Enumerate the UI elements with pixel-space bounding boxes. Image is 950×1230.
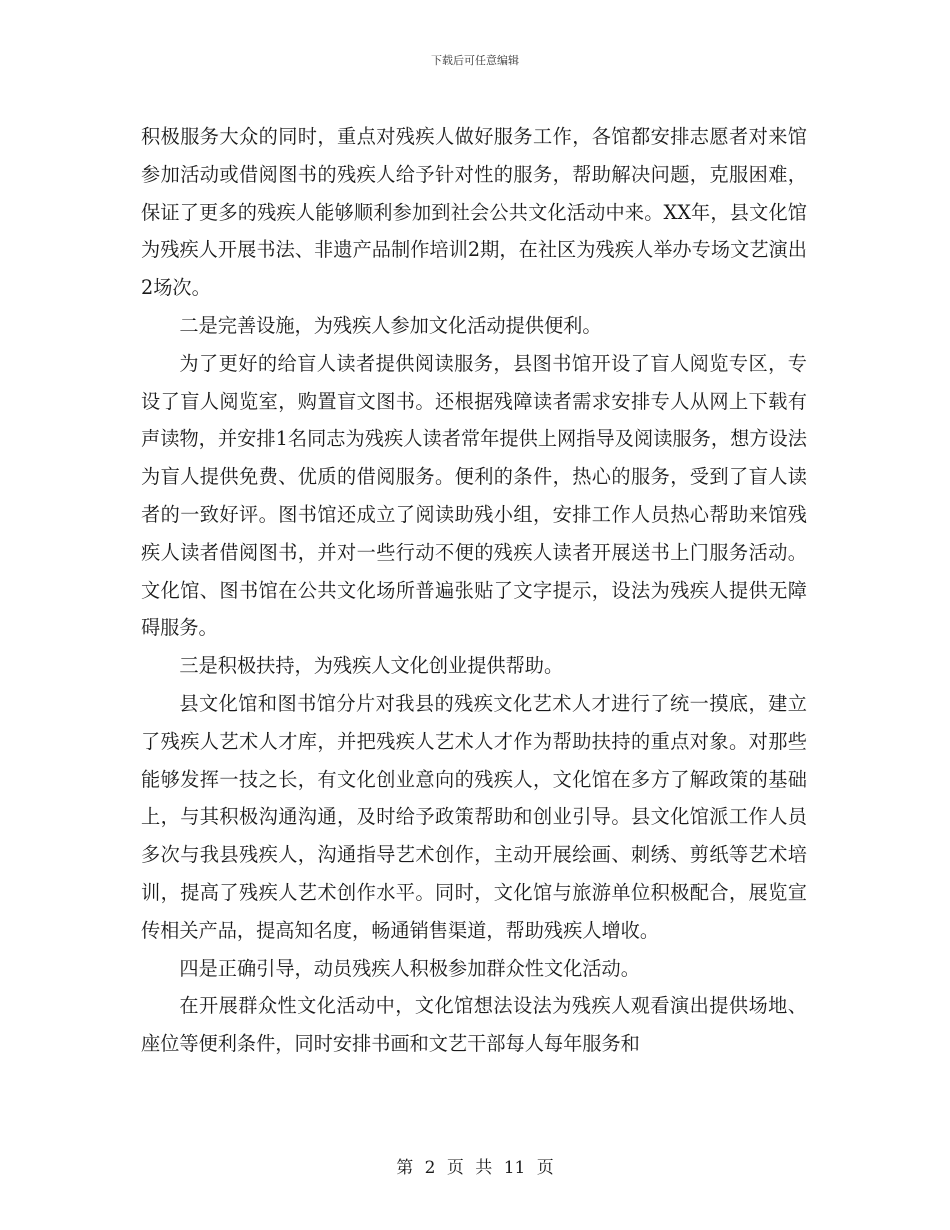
page-footer: 第 2 页 共 11 页 bbox=[396, 1158, 554, 1178]
section-heading: 四是正确引导，动员残疾人积极参加群众性文化活动。 bbox=[179, 956, 640, 980]
page-header: 下载后可任意编辑 bbox=[431, 54, 519, 67]
section-heading: 二是完善设施，为残疾人参加文化活动提供便利。 bbox=[179, 313, 602, 337]
paragraph: 县文化馆和图书馆分片对我县的残疾文化艺术人才进行了统一摸底，建立了残疾人艺术人才库，并把残疾人艺术人才作为帮助扶持的重点对象。对那些能够发挥一技之长，有文化创业意向的残疾人，文化馆在多方了解政策的基础上，与其积极沟通沟通，及时给予政策帮助和创业引导。县文化馆派工作人员多次与我县残疾人，沟通指导艺术创作，主动开展绘画、刺绣、剪纸等艺术培训，提高了残疾人艺术创作水平。同时，文化馆与旅游单位积极配合，展览宣传相关产品，提高知名度，畅通销售渠道，帮助残疾人增收。 bbox=[141, 691, 807, 942]
document-body bbox=[141, 118, 807, 1063]
paragraph: 为了更好的给盲人读者提供阅读服务，县图书馆开设了盲人阅览专区，专设了盲人阅览室，购置盲文图书。还根据残障读者需求安排专人从网上下载有声读物，并安排1名同志为残疾人读者常年提供上网指导及阅读服务，想方设法为盲人提供免费、优质的借阅服务。便利的条件，热心的服务，受到了盲人读者的一致好评。图书馆还成立了阅读助残小组，安排工作人员热心帮助来馆残疾人读者借阅图书，并对一些行动不便的残疾人读者开展送书上门服务活动。文化馆、图书馆在公共文化场所普遍张贴了文字提示，设法为残疾人提供无障碍服务。 bbox=[141, 351, 807, 640]
paragraph: 在开展群众性文化活动中，文化馆想法设法为残疾人观看演出提供场地、座位等便利条件，同时安排书画和文艺干部每人每年服务和 bbox=[141, 994, 807, 1056]
paragraph: 积极服务大众的同时，重点对残疾人做好服务工作，各馆都安排志愿者对来馆参加活动或借阅图书的残疾人给予针对性的服务，帮助解决问题，克服困难，保证了更多的残疾人能够顺利参加到社会公共文化活动中来。XX年，县文化馆为残疾人开展书法、非遗产品制作培训2期，在社区为残疾人举办专场文艺演出2场次。 bbox=[141, 125, 807, 300]
section-heading: 三是积极扶持，为残疾人文化创业提供帮助。 bbox=[179, 654, 564, 678]
